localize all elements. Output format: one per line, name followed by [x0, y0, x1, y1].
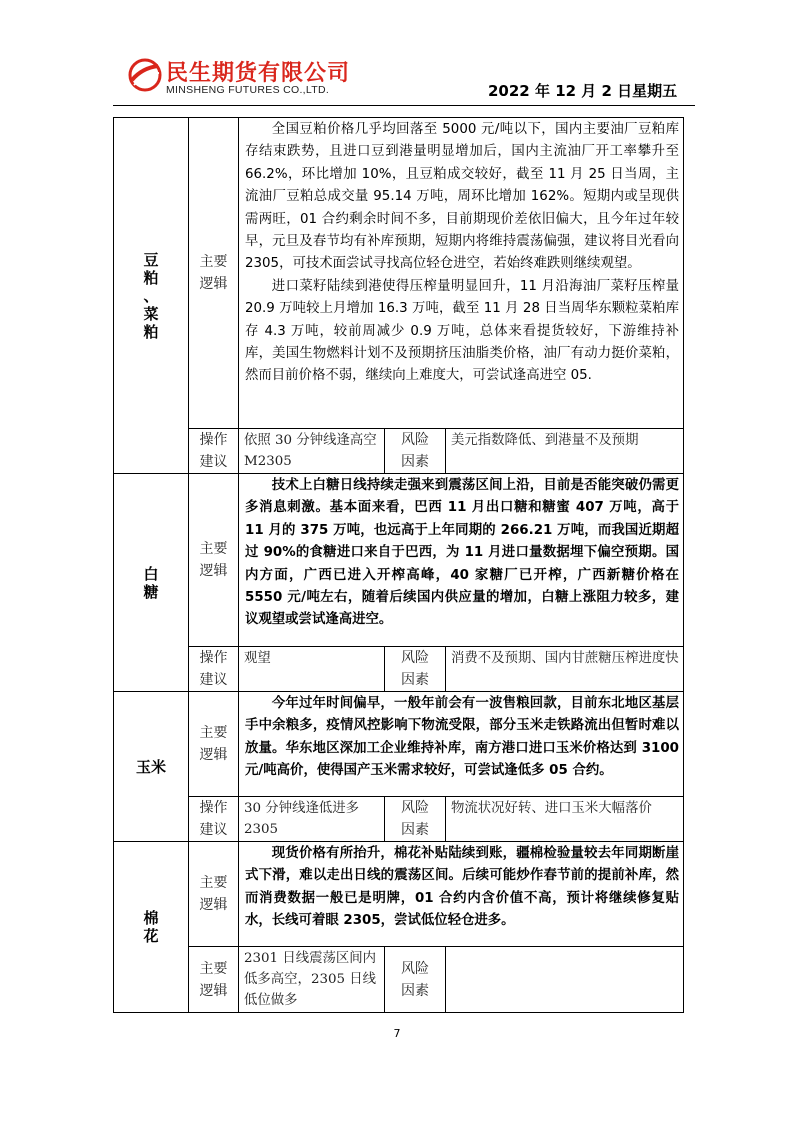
logic-label: 主要 逻辑	[189, 474, 239, 647]
section-row-meal-advice	[114, 429, 684, 474]
page-number: 7	[393, 1027, 401, 1040]
minsheng-logo-icon	[128, 58, 162, 92]
risk-text	[446, 947, 684, 1013]
risk-label: 风险 因素	[385, 947, 446, 1013]
risk-text: 美元指数降低、到港量不及预期	[446, 429, 684, 474]
advice-text: 观望	[239, 647, 385, 692]
logic-label: 主要 逻辑	[189, 842, 239, 947]
risk-label: 风险 因素	[385, 797, 446, 842]
logic-text: 现货价格有所抬升，棉花补贴陆续到账，疆棉检验量较去年同期断崖式下滑，难以走出日线的震荡区间。后续可能炒作春节前的提前补库，然而消费数据一般已是明牌，01 合约内含价值不高，预计将继续修复贴水，长线可着眼 2305，尝试低位轻仓进多。	[239, 842, 684, 947]
logic-label: 主要 逻辑	[189, 692, 239, 797]
category-cell: 白 糖	[114, 474, 189, 692]
company-name-cn: 民生期货有限公司	[166, 61, 351, 86]
advice-label: 操作 建议	[189, 797, 239, 842]
logic-label: 主要 逻辑	[189, 118, 239, 429]
advice-text: 依照 30 分钟线逢高空 M2305	[239, 429, 385, 474]
category-cell: 玉米	[114, 692, 189, 842]
report-date: 2022 年 12 月 2 日星期五	[488, 82, 678, 100]
logic-text: 全国豆粕价格几乎均回落至 5000 元/吨以下，国内主要油厂豆粕库存结束跌势，且进口豆到港量明显增加后，国内主流油厂开工率攀升至 66.2%，环比增加 10%，且豆粕成交较好，截至 11 月 25 日当周，主流油厂豆粕总成交量 95.14 万吨，周环比增加 162%。短期内或呈现供需两旺，01 合约剩余时间不多，目前期现价差依旧偏大，且今年过年较早，元旦及春节均有补库预期，短期内将维持震荡偏强，建议将目光看向 2305，可技术面尝试寻找高位轻仓进空，若始终难跌则继续观望。 进口菜籽陆续到港使得压榨量明显回升，11 月沿海油厂菜籽压榨量 20.9 万吨较上月增加 16.3 万吨，截至 11 月 28 日当周华东颗粒菜粕库存 4.3 万吨，较前周减少 0.9 万吨，总体来看提货较好，下游维持补库，美国生物燃料计划不及预期挤压油脂类价格，油厂有动力挺价菜粕，然而目前价格不弱，继续向上难度大，可尝试逢高进空 05.	[239, 118, 684, 429]
section-row-corn-logic	[114, 692, 684, 797]
logic-text: 今年过年时间偏早，一般年前会有一波售粮回款，目前东北地区基层手中余粮多，疫情风控影响下物流受限，部分玉米走铁路流出但暂时难以放量。华东地区深加工企业维持补库，南方港口进口玉米价格达到 3100 元/吨高价，使得国产玉米需求较好，可尝试逢低多 05 合约。	[239, 692, 684, 797]
risk-text: 消费不及预期、国内甘蔗糖压榨进度快	[446, 647, 684, 692]
advice-label: 操作 建议	[189, 429, 239, 474]
section-row-cotton-logic	[114, 842, 684, 947]
header-divider	[113, 105, 695, 106]
company-logo	[128, 56, 388, 102]
risk-label: 风险 因素	[385, 429, 446, 474]
section-row-corn-advice	[114, 797, 684, 842]
section-row-sugar-logic	[114, 474, 684, 647]
logic-text: 技术上白糖日线持续走强来到震荡区间上沿，目前是否能突破仍需更多消息刺激。基本面来看，巴西 11 月出口糖和糖蜜 407 万吨，高于 11 月的 375 万吨，也远高于上年同期的 266.21 万吨，而我国近期超过 90%的食糖进口来自于巴西，为 11 月进口量数据埋下偏空预期。国内方面，广西已进入开榨高峰，40 家糖厂已开榨，广西新糖价格在 5550 元/吨左右，随着后续国内供应量的增加，白糖上涨阻力较多，建议观望或尝试逢高进空。	[239, 474, 684, 647]
category-cell: 豆 粕 、 菜 粕	[114, 118, 189, 474]
advice-text: 2301 日线震荡区间内低多高空，2305 日线低位做多	[239, 947, 385, 1013]
risk-text: 物流状况好转、进口玉米大幅落价	[446, 797, 684, 842]
section-row-sugar-advice	[114, 647, 684, 692]
risk-label: 风险 因素	[385, 647, 446, 692]
commodity-table	[113, 117, 684, 1013]
section-row-meal-logic	[114, 118, 684, 429]
advice-text: 30 分钟线逢低进多 2305	[239, 797, 385, 842]
section-row-cotton-advice	[114, 947, 684, 1013]
advice-label: 主要 逻辑	[189, 947, 239, 1013]
company-name-en: MINSHENG FUTURES CO.,LTD.	[166, 84, 330, 96]
advice-label: 操作 建议	[189, 647, 239, 692]
category-cell: 棉 花	[114, 842, 189, 1013]
